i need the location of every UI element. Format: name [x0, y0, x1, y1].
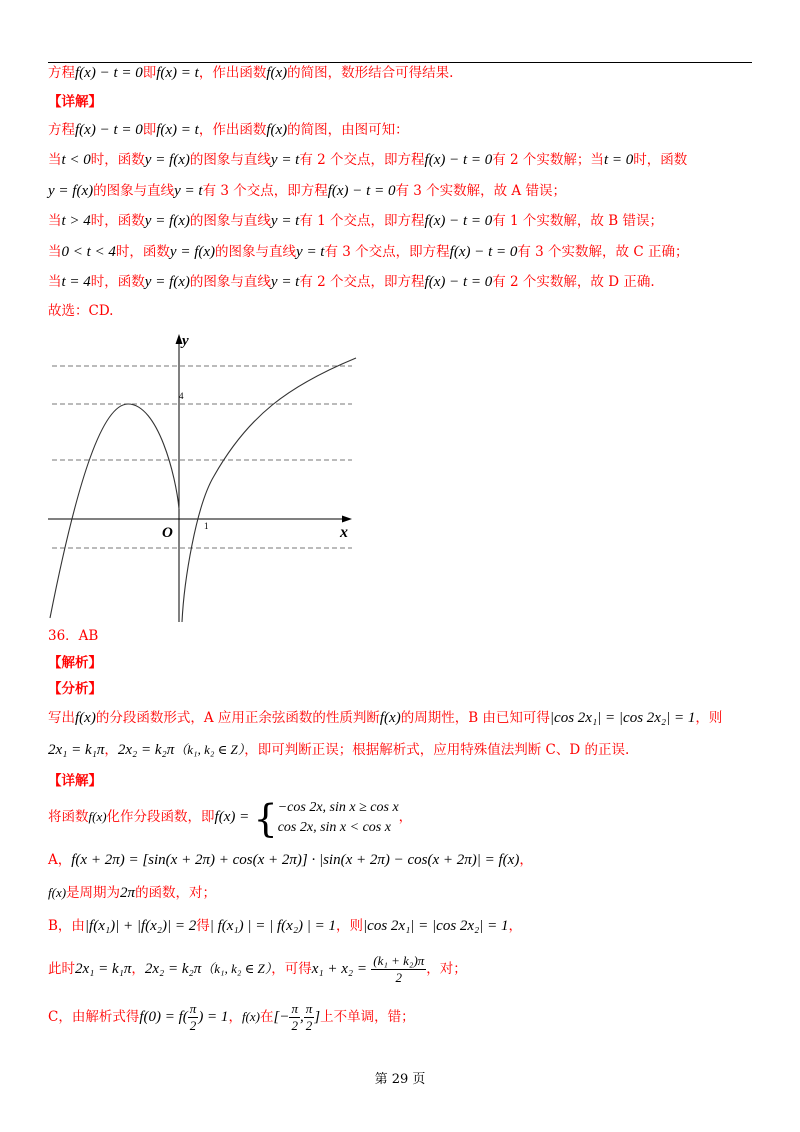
math-expr: f(x) — [379, 710, 401, 726]
tick-label-4: 4 — [179, 391, 184, 401]
text-seg: ，对； — [426, 961, 467, 977]
text-seg: 当 — [48, 213, 62, 229]
text-seg: 写出 — [48, 710, 75, 726]
math-expr: f(x) − t = 0 — [327, 183, 396, 199]
text-seg: ， — [131, 961, 145, 977]
text-seg: 时，函数 — [115, 244, 170, 260]
math-expr: | f(x₁) | = | f(x₂) | = 1 — [209, 918, 337, 934]
math-expr: y = f(x) — [144, 274, 190, 290]
text-seg: 有 3 个实数解，故 C 正确； — [517, 244, 689, 260]
math-expr: f(x) = t — [156, 122, 199, 138]
text-seg: 有 3 个交点，即方程 — [324, 244, 450, 260]
text-seg: ， — [519, 852, 533, 868]
text-seg: 有 2 个实数解，故 D 正确. — [492, 274, 655, 290]
piecewise-case-1: −cos 2x, sin x ≥ cos x — [277, 800, 399, 815]
math-expr: y = f(x) — [48, 183, 94, 199]
math-expr: 2x₂ = k₂π — [117, 742, 175, 758]
fraction-numerator: π — [305, 1001, 313, 1016]
fraction-numerator: (k₁ + k₂)π — [373, 953, 425, 968]
text-seg: 有 1 个实数解，故 B 错误； — [492, 213, 663, 229]
math-expr: f(x) − t = 0 — [75, 65, 143, 81]
analysis-line-1 — [48, 63, 453, 83]
text-seg: 即 — [142, 122, 157, 138]
text-seg: ，则 — [695, 710, 723, 726]
math-expr: （k₁, k₂ ∈ Z） — [201, 961, 272, 976]
math-expr: |cos 2x₁| = |cos 2x₂| = 1 — [549, 710, 696, 726]
y-axis-label: y — [182, 333, 189, 349]
text-seg: ， — [508, 918, 523, 934]
fraction-pi-half — [188, 1001, 199, 1034]
math-expr: ] — [314, 1009, 321, 1025]
x-axis-arrow — [342, 516, 352, 523]
analysis-36-line-2 — [48, 740, 629, 760]
fraction-numerator: π — [189, 1001, 197, 1016]
math-expr: f(0) = f( — [139, 1009, 188, 1025]
math-expr: f(x) — [88, 809, 107, 824]
math-expr: |f(x₁)| + |f(x₂)| = 2 — [84, 918, 197, 934]
detail-36-line-1 — [48, 795, 412, 839]
jiexi-heading: 【解析】 — [48, 655, 102, 671]
origin-label: O — [162, 525, 173, 541]
text-seg: 此时 — [48, 961, 75, 977]
function-graph — [48, 326, 368, 622]
math-expr: y = t — [174, 183, 203, 199]
text-seg: 即 — [142, 65, 157, 81]
text-seg: 当 — [48, 152, 62, 168]
text-seg: 方程 — [48, 65, 75, 81]
x-axis-label: x — [340, 524, 348, 541]
text-seg: 的图象与直线 — [215, 244, 297, 260]
detail-line-2 — [48, 150, 687, 170]
math-expr: y = t — [270, 213, 300, 229]
fraction-denominator: 2 — [305, 1018, 313, 1033]
text-seg: A， — [48, 852, 72, 868]
detail-36-line-2 — [48, 850, 533, 870]
detail-line-3 — [48, 181, 566, 201]
math-expr: f(x + 2π) = [sin(x + 2π) + cos(x + 2π)] · |sin(x + 2π) − cos(x + 2π)| = f(x) — [71, 852, 520, 868]
text-seg: 时，函数 — [90, 152, 145, 168]
math-expr: f(x) — [48, 885, 67, 900]
math-expr: y = f(x) — [144, 152, 190, 168]
text-seg: 的分段函数形式，A 应用正余弦函数的性质判断 — [95, 710, 380, 726]
text-seg: 有 3 个实数解，故 A 错误； — [395, 183, 566, 199]
question-36-answer: 36．AB — [48, 628, 99, 644]
math-expr: ) = 1 — [198, 1009, 229, 1025]
piecewise-case-2: cos 2x, sin x < cos x — [277, 820, 391, 835]
text-seg: 是周期为 — [66, 885, 121, 901]
text-seg: 时，函数 — [90, 274, 145, 290]
text-seg: 有 1 个交点，即方程 — [299, 213, 425, 229]
math-expr: f(x) − t = 0 — [424, 213, 493, 229]
fraction-pi-half-2 — [304, 1001, 315, 1034]
curve-right-branch — [182, 358, 356, 622]
math-expr: f(x) — [241, 1009, 260, 1024]
detail-line-5 — [48, 242, 688, 262]
text-seg: 的图象与直线 — [189, 274, 271, 290]
detail-36-line-3 — [48, 883, 216, 903]
math-expr: |cos 2x₁| = |cos 2x₂| = 1 — [363, 918, 509, 934]
text-seg: 的图象与直线 — [189, 152, 271, 168]
math-expr: t = 4 — [61, 274, 91, 290]
text-seg: 有 2 个交点，即方程 — [299, 152, 425, 168]
math-expr: 2x₁ = k₁π — [48, 742, 105, 758]
math-expr: , — [299, 1009, 304, 1025]
math-expr: 2x₂ = k₂π — [144, 961, 202, 977]
text-seg: 的简图，数形结合可得结果. — [287, 65, 454, 81]
detail-36-line-5 — [48, 952, 467, 988]
math-expr: f(x) − t = 0 — [75, 122, 143, 138]
math-expr: f(x) — [266, 65, 288, 81]
text-seg: ，则 — [336, 918, 364, 934]
detail-line-6 — [48, 272, 655, 292]
text-seg: 的图象与直线 — [93, 183, 175, 199]
text-seg: 的周期性，B 由已知可得 — [400, 710, 550, 726]
answer-line: 故选：CD. — [48, 303, 114, 319]
fraction-neg-pi-half — [289, 1001, 300, 1034]
text-seg: 有 3 个交点，即方程 — [202, 183, 328, 199]
detail-36-line-4 — [48, 916, 522, 936]
math-expr: y = f(x) — [169, 244, 216, 260]
math-expr: f(x) — [75, 710, 96, 726]
analysis-36-line-1 — [48, 708, 722, 728]
fraction-numerator: π — [291, 1001, 298, 1016]
math-expr: y = t — [296, 244, 325, 260]
fraction-denominator: 2 — [189, 1018, 197, 1033]
text-seg: ，可得 — [271, 961, 312, 977]
math-expr: t < 0 — [61, 152, 91, 168]
xiangjie-heading: 【详解】 — [48, 773, 102, 789]
text-seg: 有 2 个实数解；当 — [492, 152, 604, 168]
math-expr: t > 4 — [61, 213, 91, 229]
text-seg: 当 — [48, 244, 62, 260]
text-seg: 上不单调，错； — [320, 1009, 415, 1025]
math-expr: f(x) = t — [156, 65, 199, 81]
text-seg: 有 2 个交点，即方程 — [299, 274, 425, 290]
fenxi-heading: 【分析】 — [48, 681, 102, 697]
math-expr: [− — [273, 1009, 290, 1025]
curve-left-branch — [50, 404, 179, 618]
text-seg: 化作分段函数，即 — [106, 809, 215, 825]
text-seg: 时，函数 — [90, 213, 145, 229]
text-seg: 当 — [48, 274, 62, 290]
math-expr: f(x) − t = 0 — [424, 274, 493, 290]
detail-line-1 — [48, 120, 409, 140]
text-seg: ， — [104, 742, 118, 758]
math-expr: f(x) = — [214, 809, 250, 825]
text-seg: 得 — [196, 918, 210, 934]
fraction-denominator: 2 — [291, 1018, 298, 1033]
math-expr: y = t — [270, 152, 300, 168]
text-seg: 的函数，对； — [135, 885, 217, 901]
math-expr: 2x₁ = k₁π — [75, 961, 132, 977]
fraction-sum — [371, 953, 426, 986]
piecewise-brace: { −cos 2x, sin x ≥ cos x cos 2x, sin x < cos x — [253, 796, 399, 840]
math-expr: f(x) — [266, 122, 288, 138]
math-expr: y = t — [270, 274, 300, 290]
text-seg: 的简图，由图可知： — [287, 122, 409, 138]
text-seg: ，即可判断正误；根据解析式，应用特殊值法判断 C、D 的正误. — [244, 742, 630, 758]
detail-line-4 — [48, 211, 663, 231]
text-seg: C，由解析式得 — [48, 1009, 140, 1025]
fraction-denominator: 2 — [395, 970, 403, 985]
math-expr: 2π — [120, 885, 136, 901]
math-expr: f(x) − t = 0 — [449, 244, 518, 260]
detail-heading: 【详解】 — [48, 94, 102, 110]
text-seg: 将函数 — [48, 809, 89, 825]
math-expr: x₁ + x₂ = — [311, 961, 367, 977]
text-seg: 在 — [259, 1009, 274, 1025]
math-expr: y = f(x) — [144, 213, 190, 229]
text-seg: ，作出函数 — [198, 65, 267, 81]
detail-36-line-6 — [48, 1000, 415, 1036]
text-seg: ， — [228, 1009, 242, 1025]
math-expr: 0 < t < 4 — [61, 244, 116, 260]
page-footer: 第 29 页 — [374, 1072, 426, 1087]
text-seg: ，作出函数 — [198, 122, 267, 138]
math-expr: f(x) − t = 0 — [424, 152, 493, 168]
text-seg: 的图象与直线 — [189, 213, 271, 229]
text-seg: ， — [398, 809, 413, 825]
tick-label-1: 1 — [204, 521, 209, 531]
math-expr: t = 0 — [603, 152, 634, 168]
text-seg: 时，函数 — [633, 152, 688, 168]
math-expr: （k₁, k₂ ∈ Z） — [174, 742, 245, 757]
text-seg: 方程 — [48, 122, 75, 138]
text-seg: B，由 — [48, 918, 85, 934]
